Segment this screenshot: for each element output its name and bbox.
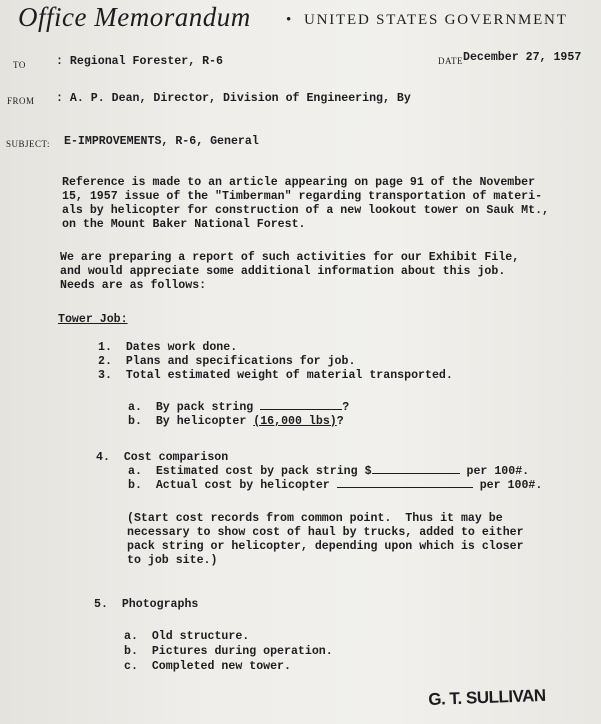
item-4a: a. Estimated cost by pack string $ per 100#. [128, 465, 530, 478]
blank-line [337, 486, 473, 488]
para1-line4: on the Mount Baker National Forest. [62, 218, 306, 231]
subject-label: SUBJECT: [6, 139, 51, 149]
blank-line [372, 472, 460, 474]
item-3b: b. By helicopter (16,000 lbs)? [128, 415, 344, 428]
item-2: 2. Plans and specifications for job. [98, 355, 356, 368]
to-label: TO [13, 60, 26, 70]
para2-line1: We are preparing a report of such activities for our Exhibit File, [60, 251, 520, 264]
memo-title: Office Memorandum [18, 2, 251, 32]
item-4-note-line3: pack string or helicopter, depending upon which is closer [127, 540, 524, 553]
para2-line2: and would appreciate some additional information about this job. [60, 265, 506, 278]
signature-stamp: G. T. SULLIVAN [428, 685, 546, 709]
item-5b: b. Pictures during operation. [124, 645, 333, 658]
item-3a: a. By pack string ? [128, 401, 350, 414]
subject-value: E-IMPROVEMENTS, R-6, General [64, 135, 259, 148]
item-5a: a. Old structure. [124, 630, 250, 643]
from-label: FROM [7, 96, 35, 106]
item-4b: b. Actual cost by helicopter per 100#. [128, 479, 543, 492]
from-value: : A. P. Dean, Director, Division of Engineering, By [56, 92, 411, 105]
item-4-note-line2: necessary to show cost of haul by trucks, added to either [127, 526, 524, 539]
item-5c: c. Completed new tower. [124, 660, 291, 673]
para2-line3: Needs are as follows: [60, 279, 207, 292]
item-5: 5. Photographs [94, 598, 199, 611]
to-value: : Regional Forester, R-6 [56, 55, 223, 68]
agency-name: UNITED STATES GOVERNMENT [304, 12, 568, 28]
blank-line [260, 408, 342, 410]
item-4: 4. Cost comparison [96, 451, 229, 464]
item-3: 3. Total estimated weight of material transported. [98, 369, 453, 382]
handwritten-weight: (16,000 lbs) [253, 415, 337, 428]
para1-line2: 15, 1957 issue of the "Timberman" regarding transportation of materi- [62, 190, 543, 203]
title-bullet: • [286, 12, 294, 28]
item-4-note-line1: (Start cost records from common point. Thus it may be [127, 512, 503, 525]
date-label: DATE [438, 56, 463, 66]
item-1: 1. Dates work done. [98, 341, 238, 354]
para1-line1: Reference is made to an article appearing on page 91 of the November [62, 176, 536, 189]
para1-line3: als by helicopter for construction of a new lookout tower on Sauk Mt., [62, 204, 550, 217]
section-heading: Tower Job: [58, 313, 128, 326]
date-value: December 27, 1957 [463, 51, 582, 64]
item-4-note-line4: to job site.) [127, 554, 218, 567]
